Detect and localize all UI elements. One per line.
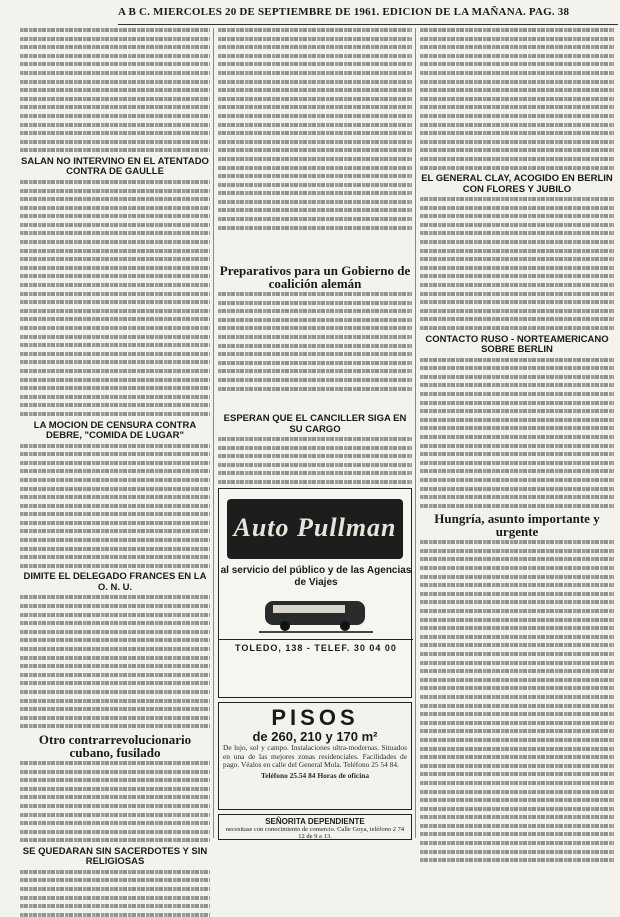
pisos-text: De lujo, sol y campo. Instalaciones ultra-modernas. Situados en una de las mejores zonas residenciales. Facilidades de pago. Véalos en calle del General Mola. Teléfono 25 54 84.	[223, 743, 407, 770]
article-text-block	[420, 28, 614, 170]
article-text-block	[20, 761, 210, 842]
article-esperan	[218, 410, 412, 489]
ad-banner-text: Auto Pullman	[233, 513, 397, 542]
article-text-block	[20, 870, 210, 917]
ad-banner	[227, 499, 403, 559]
article-text-block	[218, 292, 412, 391]
article-text-block	[420, 197, 614, 330]
headline-mocion: LA MOCION DE CENSURA CONTRA DEBRE, "COMIDA DE LUGAR"	[33, 419, 197, 442]
headline-otro: Otro contrarrevolucionario cubano, fusilado	[38, 731, 192, 760]
ad-address: TOLEDO, 138 - TELEF. 30 04 00	[219, 639, 413, 653]
pisos-title: PISOS	[271, 705, 359, 730]
advertisement-senorita	[218, 814, 412, 840]
senorita-text: necesitase con conocimiento de comercio. Calle Goya, teléfono 2 74 12 de 9 a 13.	[225, 826, 405, 840]
article-text-block	[420, 358, 614, 508]
column-1	[20, 28, 210, 868]
column-3	[420, 28, 614, 840]
column-2	[218, 28, 412, 840]
senorita-title: SEÑORITA DEPENDIENTE	[265, 817, 365, 826]
article-text-block	[20, 180, 210, 416]
headline-sacerdotes: SE QUEDARAN SIN SACERDOTES Y SIN RELIGIOSAS	[22, 845, 208, 868]
advertisement-pisos	[218, 702, 412, 810]
headline-clay: EL GENERAL CLAY, ACOGIDO EN BERLIN CON FLORES Y JUBILO	[421, 173, 613, 195]
ad-tagline: al servicio del público y de las Agencias de Viajes	[220, 565, 412, 588]
headline-esperan: ESPERAN QUE EL CANCILLER SIGA EN SU CARGO	[223, 413, 407, 435]
article-text-block	[20, 444, 210, 568]
advertisement-auto-pullman	[218, 488, 412, 698]
headline-preparativos: Preparativos para un Gobierno de coalición alemán	[219, 263, 411, 291]
article-text-block	[218, 437, 412, 484]
article-preparativos	[218, 260, 412, 395]
article-text-block	[20, 28, 210, 152]
headline-hungria: Hungría, asunto importante y urgente	[434, 511, 600, 540]
article-text-block	[420, 540, 614, 862]
headline-dimite: DIMITE EL DELEGADO FRANCES EN LA O. N. U.	[23, 571, 207, 593]
page-masthead: A B C. MIERCOLES 20 DE SEPTIEMBRE DE 1961. EDICION DE LA MAÑANA. PAG. 38	[118, 6, 618, 25]
pisos-phone: Teléfono 25.54 84 Horas de oficina	[260, 770, 370, 780]
column-rule	[213, 28, 214, 838]
headline-contacto: CONTACTO RUSO - NORTEAMERICANO SOBRE BERLIN	[425, 333, 609, 356]
article-text-block	[20, 595, 210, 728]
article-text-block	[218, 28, 412, 234]
pisos-prices: de 260, 210 y 170 m²	[252, 729, 378, 744]
column-rule	[415, 28, 416, 838]
bus-icon	[259, 595, 373, 635]
headline-salan: SALAN NO INTERVINO EN EL ATENTADO CONTRA DE GAULLE	[21, 155, 209, 178]
